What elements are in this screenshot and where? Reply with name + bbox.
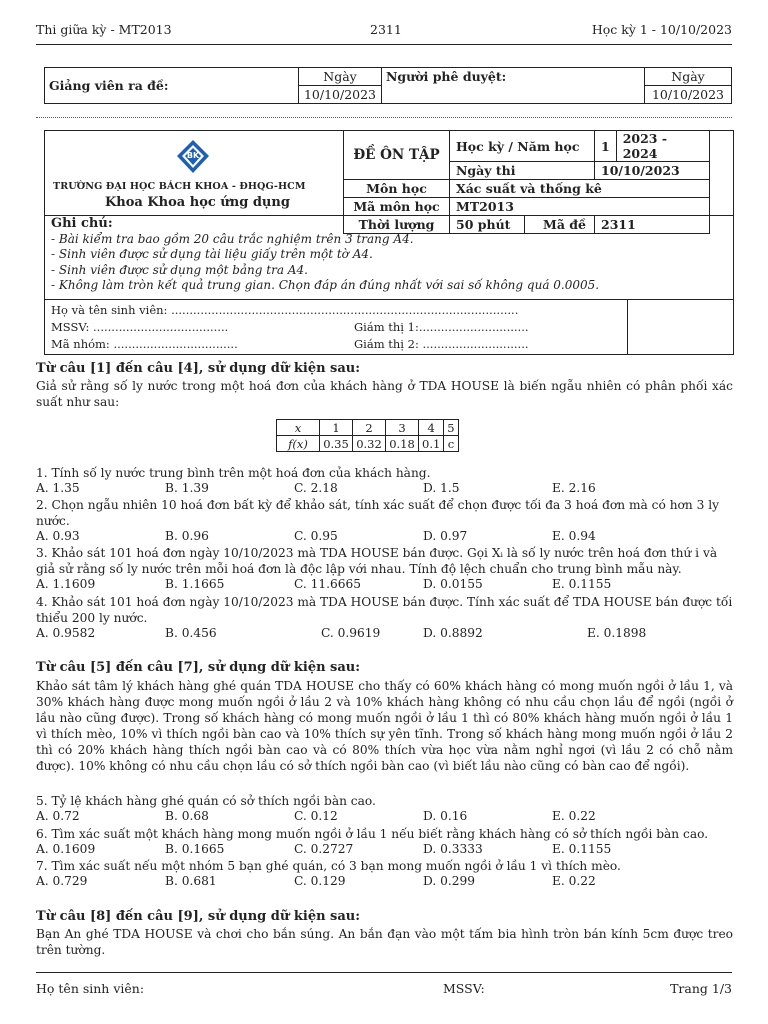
option[interactable]: A. 0.93 <box>36 529 80 543</box>
option[interactable]: B. 1.1665 <box>165 577 225 591</box>
dist-x: 1 <box>320 420 353 436</box>
options-4 <box>36 626 733 641</box>
term-label: Học kỳ / Năm học <box>450 131 595 162</box>
date-label: Ngày <box>299 68 382 86</box>
dotted-separator <box>36 111 732 118</box>
dist-x: 2 <box>353 420 386 436</box>
option[interactable]: D. 0.0155 <box>423 577 483 591</box>
section-2-title: Từ câu [5] đến câu [7], sử dụng dữ kiện sau: <box>36 660 361 675</box>
footer-mssv: MSSV: <box>443 981 485 996</box>
option[interactable]: D. 0.16 <box>423 809 468 823</box>
dist-fx-label: f(x) <box>277 436 320 452</box>
notes-title: Ghi chú: <box>51 216 113 231</box>
note-item: - Sinh viên được sử dụng tài liệu giấy trên một tờ A4. <box>51 247 373 261</box>
options-2 <box>36 529 733 544</box>
term-value: 1 <box>595 131 617 162</box>
note-item: - Sinh viên được sử dụng một bảng tra A4. <box>51 262 308 277</box>
school-name: TRƯỜNG ĐẠI HỌC BÁCH KHOA - ĐHQG-HCM <box>53 181 306 192</box>
option[interactable]: E. 0.1155 <box>552 577 612 591</box>
dist-x: 3 <box>386 420 419 436</box>
subject-label: Môn học <box>344 180 450 198</box>
options-6 <box>36 842 733 857</box>
proctor2-field[interactable]: Giám thị 2: ............................. <box>354 337 529 351</box>
footer-student-name: Họ tên sinh viên: <box>36 981 145 996</box>
duration-value: 50 phút <box>456 217 511 232</box>
exam-code-value: 2311 <box>595 216 710 234</box>
faculty-name: Khoa Khoa học ứng dụng <box>105 195 290 210</box>
code-value: MT2013 <box>450 198 710 216</box>
section-2-text: Khảo sát tâm lý khách hàng ghé quán TDA HOUSE cho thấy có 60% khách hàng có mong muốn ngồi ở lầu 1, và 30% khách hàng được mong muốn ngồi ở lầu 2 và 10% khách hàng không có nhu cầu chọn lầu để ngồi (ngồi ở lầu nào cũng được). Trong số khách hàng có mong muốn ngồi ở lầu 1 thì có 80% khách hàng muốn ngồi ở lầu 1 vì thích mèo, 10% vì thích ngồi bàn cao và 10% thích sự yên tĩnh. Trong số khách hàng mong muốn ngồi ở lầu 2 thì có 20% khách hàng thích ngồi bàn cao và có 80% thích vừa học vừa nằm nghỉ ngơi (vì lầu 2 có chỗ nằm được). 10% không có nhu cầu chọn lầu có sở thích ngồi bàn cao (vì biết lầu nào cũng có bàn cao để ngồi). <box>36 679 733 773</box>
options-1 <box>36 481 733 496</box>
option[interactable]: A. 1.1609 <box>36 577 96 591</box>
dist-fx: 0.35 <box>320 436 353 452</box>
date-label-2: Ngày <box>645 68 732 86</box>
header-exam-name: Thi giữa kỳ - MT2013 <box>36 22 172 37</box>
option[interactable]: E. 0.1155 <box>552 842 612 856</box>
option[interactable]: E. 2.16 <box>552 481 596 495</box>
year-value: 2023 - 2024 <box>616 131 709 162</box>
option[interactable]: B. 1.39 <box>165 481 209 495</box>
option[interactable]: E. 0.22 <box>552 809 596 823</box>
dist-fx: 0.18 <box>386 436 419 452</box>
option[interactable]: D. 1.5 <box>423 481 460 495</box>
note-item: - Bài kiểm tra bao gồm 20 câu trắc nghiệm trên 3 trang A4. <box>51 231 414 246</box>
group-field[interactable]: Mã nhóm: .................................. <box>51 337 238 351</box>
student-name-field[interactable]: Họ và tên sinh viên: ............................................................................................... <box>51 303 519 317</box>
question-7: 7. Tìm xác suất nếu một nhóm 5 bạn ghé quán, có 3 bạn mong muốn ngồi ở lầu 1 vì thích mèo. <box>36 859 621 873</box>
option[interactable]: E. 0.22 <box>552 874 596 888</box>
option[interactable]: C. 2.18 <box>294 481 338 495</box>
header-exam-code: 2311 <box>370 22 402 37</box>
dist-x: 4 <box>419 420 444 436</box>
box-divider-3 <box>627 299 628 354</box>
option[interactable]: C. 0.2727 <box>294 842 354 856</box>
approval-date: 10/10/2023 <box>299 86 382 104</box>
option[interactable]: A. 0.9582 <box>36 626 96 640</box>
option[interactable]: E. 0.94 <box>552 529 596 543</box>
logo-text: BK <box>186 151 200 160</box>
option[interactable]: C. 0.129 <box>294 874 346 888</box>
subject-value: Xác suất và thống kê <box>450 180 710 198</box>
approval-table <box>44 67 732 104</box>
option[interactable]: C. 0.12 <box>294 809 338 823</box>
code-label: Mã môn học <box>344 198 450 216</box>
option[interactable]: C. 0.95 <box>294 529 338 543</box>
header-rule <box>36 44 732 45</box>
question-1: 1. Tính số ly nước trung bình trên một hoá đơn của khách hàng. <box>36 466 431 480</box>
mssv-field[interactable]: MSSV: ..................................... <box>51 320 229 334</box>
exam-date: 10/10/2023 <box>595 162 710 180</box>
proctor1-field[interactable]: Giám thị 1:.............................. <box>354 320 529 334</box>
options-3 <box>36 577 733 592</box>
option[interactable]: C. 0.9619 <box>321 626 381 640</box>
section-3-text: Bạn An ghé TDA HOUSE và chơi cho bắn súng. An bắn đạn vào một tấm bia hình tròn bán kính 5cm được treo trên tường. <box>36 927 733 957</box>
question-3: 3. Khảo sát 101 hoá đơn ngày 10/10/2023 mà TDA HOUSE bán được. Gọi Xᵢ là số ly nước trên hoá đơn thứ i và giả sử rằng số ly nước trên mỗi hoá đơn là độc lập với nhau. Tính độ lệch chuẩn cho trung bình mẫu này. <box>36 546 718 576</box>
note-item: - Không làm tròn kết quả trung gian. Chọn đáp án đúng nhất với sai số không quá 0.0005. <box>51 278 600 292</box>
approver-label: Người phê duyệt: <box>382 68 645 104</box>
footer-rule <box>36 972 732 973</box>
lecturer-label: Giảng viên ra đề: <box>45 68 299 104</box>
options-7 <box>36 874 733 889</box>
option[interactable]: B. 0.68 <box>165 809 209 823</box>
dist-x-label: x <box>277 420 320 436</box>
question-2: 2. Chọn ngẫu nhiên 10 hoá đơn bất kỳ để khảo sát, tính xác suất để chọn được tối đa 3 hoá đơn mà có hơn 3 ly nước. <box>36 498 720 528</box>
dist-fx: 0.32 <box>353 436 386 452</box>
date-label: Ngày thi <box>450 162 595 180</box>
option[interactable]: B. 0.1665 <box>165 842 225 856</box>
box-divider-2 <box>45 299 733 300</box>
distribution-table <box>276 419 459 452</box>
option[interactable]: C. 11.6665 <box>294 577 362 591</box>
header-term: Học kỳ 1 - 10/10/2023 <box>591 22 732 37</box>
option[interactable]: A. 1.35 <box>36 481 80 495</box>
section-1-text: Giả sử rằng số ly nước trong một hoá đơn của khách hàng ở TDA HOUSE là biến ngẫu nhiên có phân phối xác suất như sau: <box>36 379 733 409</box>
question-6: 6. Tìm xác suất một khách hàng mong muốn ngồi ở lầu 1 nếu biết rằng khách hàng có sở thích ngồi bàn cao. <box>36 827 709 841</box>
section-3-title: Từ câu [8] đến câu [9], sử dụng dữ kiện sau: <box>36 909 361 924</box>
dist-fx: c <box>444 436 458 452</box>
question-4: 4. Khảo sát 101 hoá đơn ngày 10/10/2023 mà TDA HOUSE bán được. Tính xác suất để TDA HOUSE bán được tối thiểu 200 ly nước. <box>36 595 733 625</box>
option[interactable]: D. 0.3333 <box>423 842 483 856</box>
option[interactable]: A. 0.729 <box>36 874 88 888</box>
option[interactable]: D. 0.299 <box>423 874 475 888</box>
option[interactable]: E. 0.1898 <box>587 626 647 640</box>
section-1-title: Từ câu [1] đến câu [4], sử dụng dữ kiện sau: <box>36 361 361 376</box>
footer-page-number: Trang 1/3 <box>670 981 732 996</box>
option[interactable]: D. 0.97 <box>423 529 468 543</box>
school-logo <box>175 139 211 175</box>
option[interactable]: A. 0.1609 <box>36 842 96 856</box>
option[interactable]: A. 0.72 <box>36 809 80 823</box>
dist-fx: 0.1 <box>419 436 444 452</box>
approval-date-2: 10/10/2023 <box>645 86 732 104</box>
option[interactable]: B. 0.96 <box>165 529 209 543</box>
option[interactable]: D. 0.8892 <box>423 626 483 640</box>
exam-title: ĐỀ ÔN TẬP <box>344 131 450 180</box>
exam-code-label: Mã đề <box>524 216 586 233</box>
option[interactable]: B. 0.681 <box>165 874 217 888</box>
duration-label: Thời lượng <box>344 216 450 234</box>
option[interactable]: B. 0.456 <box>165 626 217 640</box>
question-5: 5. Tỷ lệ khách hàng ghé quán có sở thích ngồi bàn cao. <box>36 794 376 808</box>
notes <box>51 216 599 294</box>
options-5 <box>36 809 733 824</box>
dist-x: 5 <box>444 420 458 436</box>
